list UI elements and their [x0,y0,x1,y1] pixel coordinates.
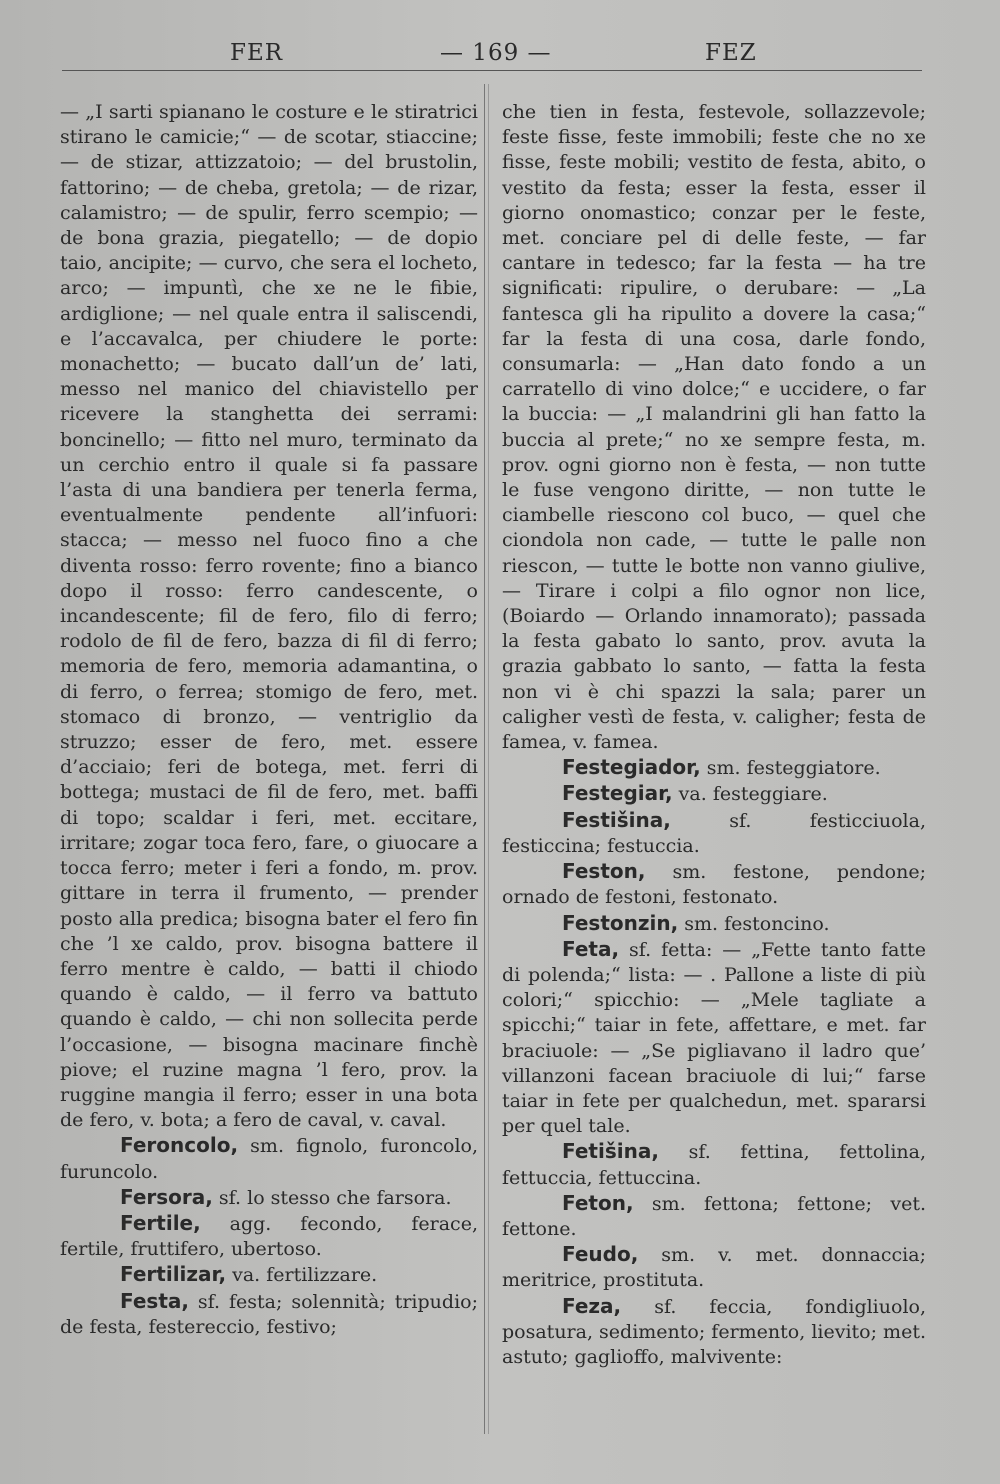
entry-text: sm. festone, pendone; ornado de festoni, festonato. [502,861,926,909]
headword: Feroncolo, [120,1133,239,1158]
headword: Feta, [562,936,620,961]
entry-text: sf. fettina, fettolina, fettuccia, fettuccina. [502,1141,926,1189]
entry [502,937,926,1140]
headword: Festa, [120,1288,189,1313]
headword: Feton, [562,1190,634,1215]
headword: Festonzin, [562,910,679,935]
left-column [60,100,478,1340]
entry [60,1185,478,1211]
entry [60,1289,478,1340]
entry [60,1133,478,1184]
entry-text: che tien in festa, festevole, sollazzevole; feste fisse, feste immobili; feste che no xe fisse, feste mobili; vestito de festa, abito, o vestito da festa; esser la festa, esser il giorno onomastico; conzar per le feste, met. conciare pel di delle feste, — far cantare in tedesco; far la festa — ha tre significati: ripulire, o derubare: — „La fantesca gli ha ripulito a dovere la casa;“ far la festa di una cosa, darle fondo, consumarla: — „Han dato fondo a un carratello di vino dolce;“ e uccidere, o far la buccia: — „I malandrini gli han fatto la buccia al prete;“ no xe sempre festa, m. prov. ogni giorno non è festa, — non tutte le fuse vengono diritte, — non tutte le ciambelle riescono col buco, — quel che ciondola non cade, — tutte le palle non riescon, — tutte le botte non vanno giulive, — Tirare i colpi a filo ognor non lice, (Boiardo — Orlando innamorato); passada la festa gabato lo santo, prov. avuta la grazia gabbato lo santo, — fatta la festa non vi è chi spazzi la sala; parer un caligher vestì de festa, v. caligher; festa de famea, v. famea. [502,101,926,754]
entry-text: — „I sarti spianano le costure e le stiratrici stirano le camicie;“ — de scotar, stiaccine; — de stizar, attizzatoio; — del brustolin, fattorino; — de cheba, gretola; — de rizar, calamistro; — de spulir, ferro scempio; — de bona grazia, piegatello; — de dopio taio, ancipite; — curvo, che sera el locheto, arco; — impuntì, che xe ne le fibie, ardiglione; — nel quale entra il saliscendi, e l’accavalca, per chiudere le porte: monachetto; — bucato dall’un de’ lati, messo nel manico del chiavistello per ricevere la stanghetta dei serrami: boncinello; — fitto nel muro, terminato da un cerchio entro il quale si fa passare l’asta di una bandiera per tenerla ferma, eventualmente pendente all’infuori: stacca; — messo nel fuoco fino a che diventa rosso: ferro rovente; fino a bianco dopo il rosso: ferro candescente, o incandescente; fil de fero, filo di ferro; rodolo de fil de fero, bazza di fil di ferro; memoria de fero, memoria adamantina, o di ferro, o ferrea; stomigo de fero, met. stomaco di bronzo, — ventriglio da struzzo; esser de fero, met. essere d’acciaio; feri de botega, met. ferri di bottega; mustaci de fil de fero, met. baffi di topo; scaldar i feri, met. eccitare, irritare; zogar toca fero, fare, o giuocare a tocca ferro; meter i feri a fondo, m. prov. gittare in terra il frumento, — prender posto alla predica; bisogna bater el fero fin che ’l xe caldo, prov. bisogna battere il ferro mentre è caldo, — batti il chiodo quando è caldo, — il ferro va battuto quando è caldo, — chi non sollecita perde l’occasione, — bisogna macinare finchè piove; el ruzine magna ’l fero, prov. la ruggine mangia il ferro; esser in una bota de fero, v. bota; a fero de caval, v. caval. [60,101,478,1132]
entry-text: sf. festicciuola, festiccina; festuccia. [502,809,926,857]
entry-continuation [502,100,926,755]
headword: Fertilizar, [120,1262,227,1287]
entry [502,1191,926,1242]
entry-text: va. fertilizzare. [226,1264,378,1287]
column-divider [484,84,485,1434]
entry-text: sm. festeggiatore. [700,757,881,780]
column-divider-second-line [488,84,489,1434]
entry [502,1139,926,1190]
entry-text: sm. fignolo, furoncolo, furuncolo. [60,1135,478,1183]
headword: Fersora, [120,1184,213,1209]
entry-text: agg. fecondo, ferace, fertile, fruttifero, ubertoso. [60,1212,478,1261]
entry [60,1262,478,1288]
header-rule [62,70,922,71]
headword: Fetišina, [562,1139,659,1164]
header-right-guideword: FEZ [705,40,757,66]
entry [60,1211,478,1262]
entry-text: sm. v. met. donnaccia; meritrice, prostituta. [502,1244,926,1292]
entry [502,1242,926,1293]
headword: Feudo, [562,1242,639,1267]
entry-text: sm. fettona; fettone; vet. fettone. [502,1192,926,1240]
entry-text: sf. festa; solennità; tripudio; de festa, festereccio, festivo; [60,1290,478,1338]
entry [502,755,926,781]
headword: Festišina, [562,807,671,832]
entry [502,808,926,859]
headword: Feston, [562,859,646,884]
entry-text: sf. feccia, fondigliuolo, posatura, sedimento; fermento, lievito; met. astuto; gaglioffo, malvivente: [502,1295,926,1368]
entry [502,1294,926,1371]
page-number: — 169 — [440,40,552,66]
headword: Fertile, [120,1210,201,1235]
entry-text: sf. lo stesso che farsora. [212,1186,452,1209]
entry [502,911,926,937]
entry [502,859,926,910]
entry-text: sf. fetta: — „Fette tanto fatte di polenda;“ lista: — . Pallone a liste di più colori;“ spicchio: — „Mele tagliate a spicchi;“ taiar in fete, affettare, e met. far braciuole: — „Se pigliavano il ladro que’ villanzoni facean braciuole di lui;“ farse taiar in fete per qualchedun, met. spararsi per quel tale. [502,938,926,1138]
right-column [502,100,926,1370]
headword: Feza, [562,1293,622,1318]
header-left-guideword: FER [230,40,284,66]
entry [502,781,926,807]
entry-continuation [60,100,478,1133]
entry-text: va. festeggiare. [672,783,828,806]
headword: Festegiar, [562,781,673,806]
headword: Festegiador, [562,755,701,780]
entry-text: sm. festoncino. [678,912,830,935]
